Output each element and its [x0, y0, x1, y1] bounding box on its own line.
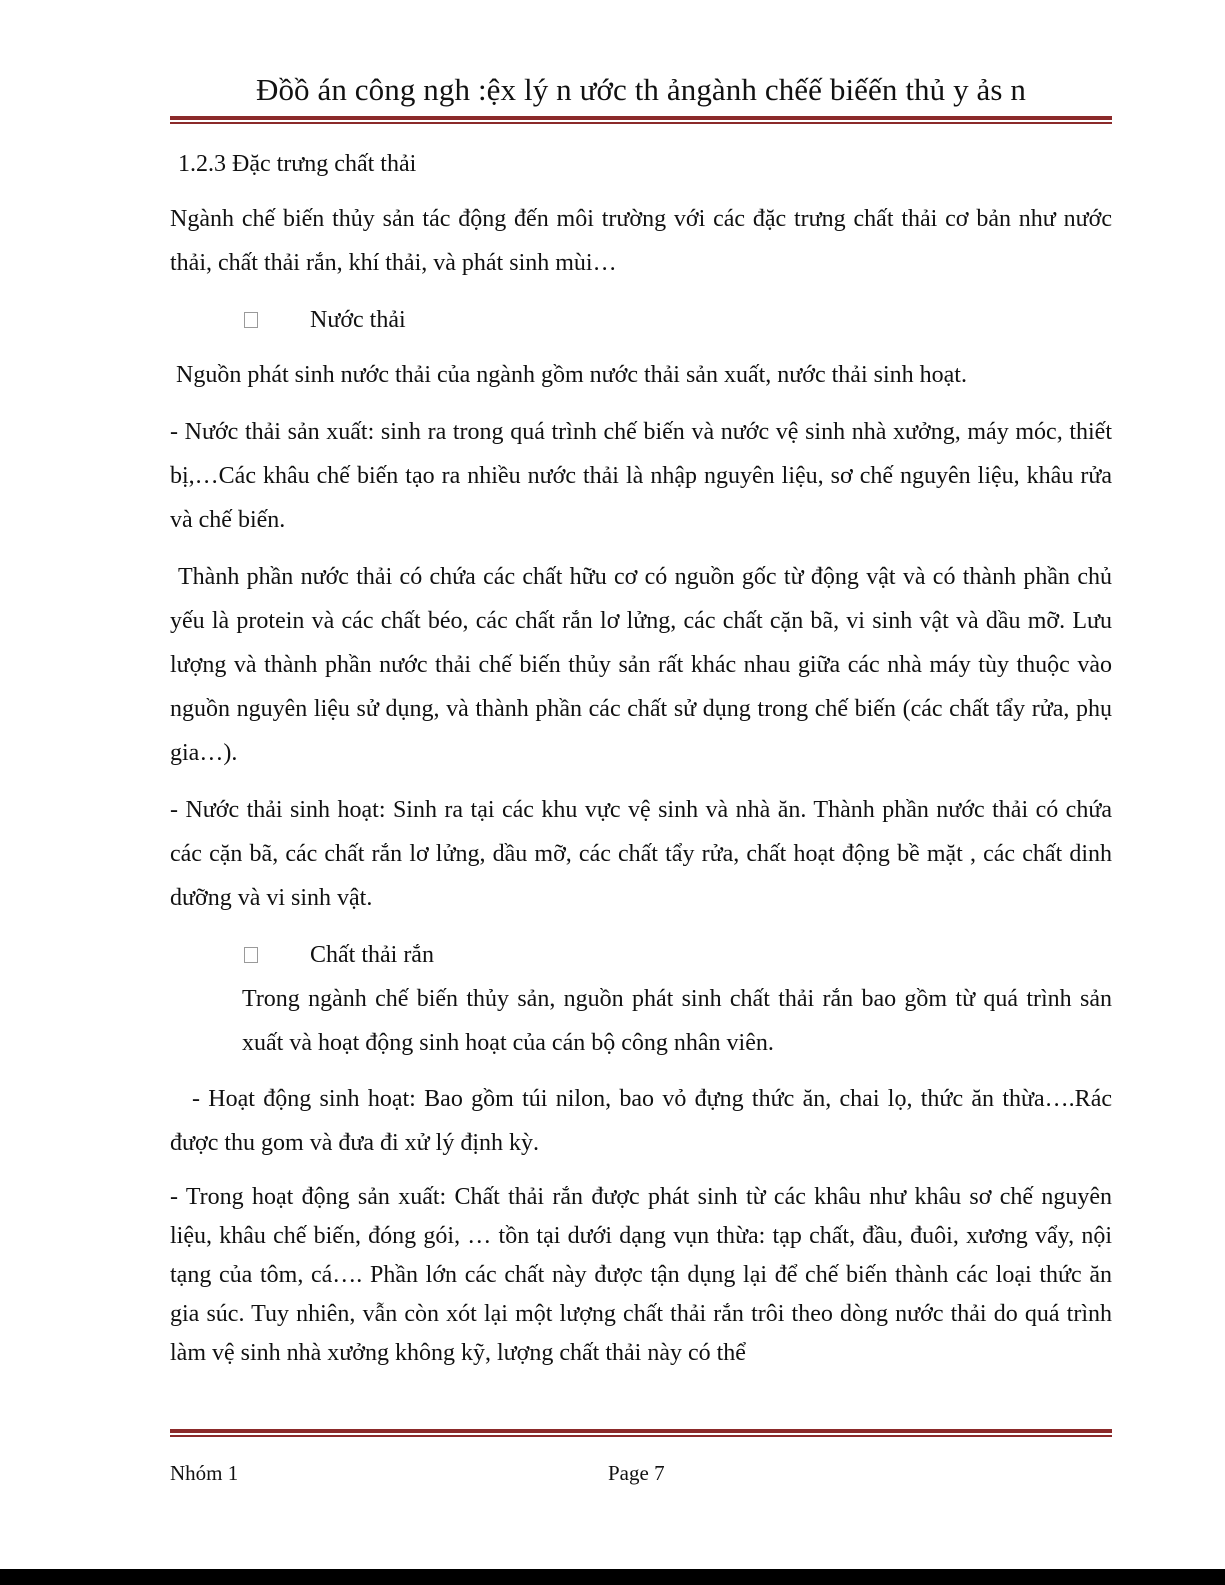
document-body: [170, 142, 1112, 1373]
bullet-item-solid-waste: [244, 933, 1112, 977]
bottom-black-bar: [0, 1569, 1225, 1585]
intro-paragraph: Ngành chế biến thủy sản tác động đến môi trường với các đặc trưng chất thải cơ bản như nước thải, chất thải rắn, khí thải, và phát sinh mùi…: [170, 206, 1112, 276]
footer-rule-thin: [170, 1435, 1112, 1437]
wastewater-source-paragraph: Nguồn phát sinh nước thải của ngành gồm nước thải sản xuất, nước thải sinh hoạt.: [176, 362, 967, 388]
header-rule-thin: [170, 122, 1112, 124]
header-rule-thick: [170, 116, 1112, 120]
page-header-title: Đồồ án công ngh :ệx lý n ước th ảngành chếế biếến thủ y ảs n: [255, 72, 1027, 107]
bullet-label: Nước thải: [310, 307, 406, 333]
section-heading: 1.2.3 Đặc trưng chất thải: [178, 151, 417, 177]
bullet-square-icon: [244, 312, 258, 328]
domestic-wastewater-paragraph: - Nước thải sinh hoạt: Sinh ra tại các khu vực vệ sinh và nhà ăn. Thành phần nước thải có chứa các cặn bã, các chất rắn lơ lửng, dầu mỡ, các chất tẩy rửa, chất hoạt động bề mặt , các chất dinh dưỡng và vi sinh vật.: [170, 797, 1112, 911]
footer-group-label: Nhóm 1: [170, 1461, 239, 1485]
composition-paragraph: Thành phần nước thải có chứa các chất hữu cơ có nguồn gốc từ động vật và có thành phần chủ yếu là protein và các chất béo, các chất rắn lơ lửng, các chất cặn bã, vi sinh vật và dầu mỡ. Lưu lượng và thành phần nước thải chế biến thủy sản rất khác nhau giữa các nhà máy tùy thuộc vào nguồn nguyên liệu sử dụng, và thành phần các chất sử dụng trong chế biến (các chất tẩy rửa, phụ gia…).: [170, 564, 1112, 766]
production-activity-paragraph: - Trong hoạt động sản xuất: Chất thải rắn được phát sinh từ các khâu như khâu sơ chế nguyên liệu, khâu chế biến, đóng gói, … tồn tại dưới dạng vụn thừa: tạp chất, đầu, đuôi, xương vẩy, nội tạng của tôm, cá…. Phần lớn các chất này được tận dụng lại để chế biến thành các loại thức ăn gia súc. Tuy nhiên, vẫn còn xót lại một lượng chất thải rắn trôi theo dòng nước thải do quá trình làm vệ sinh nhà xưởng không kỹ, lượng chất thải này có thể: [170, 1184, 1112, 1366]
footer-page-number: Page 7: [608, 1461, 665, 1485]
bullet-item-wastewater: [244, 298, 1112, 342]
domestic-activity-paragraph: - Hoạt động sinh hoạt: Bao gồm túi nilon, bao vỏ đựng thức ăn, chai lọ, thức ăn thừa….Rác được thu gom và đưa đi xử lý định kỳ.: [170, 1086, 1112, 1156]
bullet-square-icon: [244, 947, 258, 963]
footer-rule-thick: [170, 1429, 1112, 1433]
bullet-label: Chất thải rắn: [310, 942, 434, 968]
solid-waste-source-paragraph: Trong ngành chế biến thủy sản, nguồn phát sinh chất thải rắn bao gồm từ quá trình sản xuất và hoạt động sinh hoạt của cán bộ công nhân viên.: [242, 986, 1112, 1056]
production-wastewater-paragraph: - Nước thải sản xuất: sinh ra trong quá trình chế biến và nước vệ sinh nhà xưởng, máy móc, thiết bị,…Các khâu chế biến tạo ra nhiều nước thải là nhập nguyên liệu, sơ chế nguyên liệu, khâu rửa và chế biến.: [170, 419, 1112, 533]
